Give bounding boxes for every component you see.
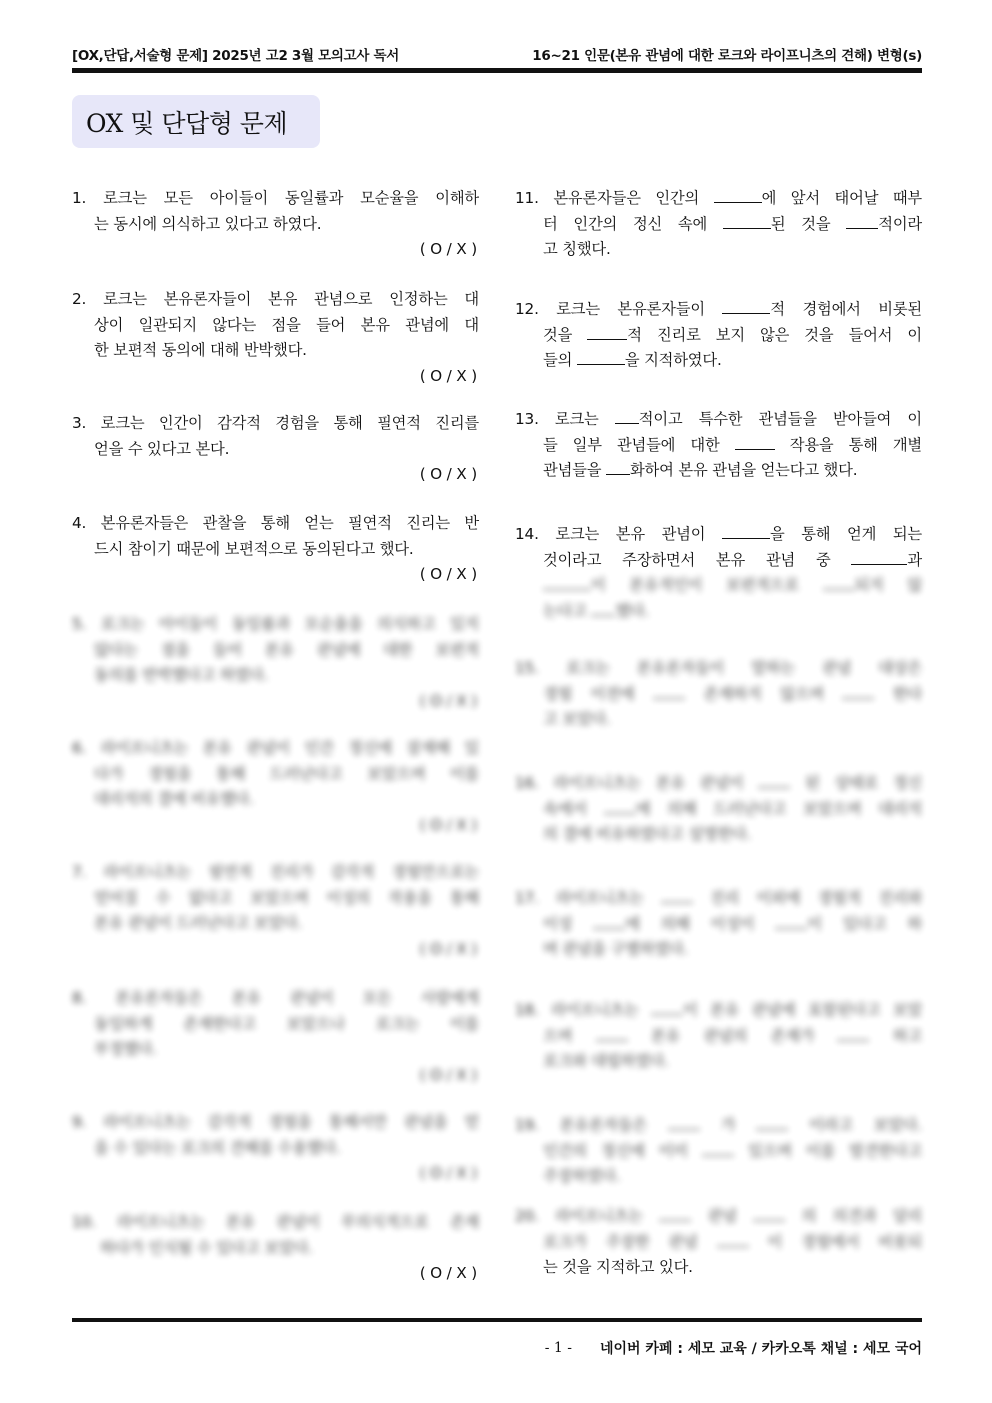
question-text: 동일하게 존재한다고 보았으나 로크는 이를 <box>94 1014 479 1033</box>
answer-blank[interactable] <box>651 998 683 1015</box>
answer-blank[interactable] <box>723 212 771 229</box>
question-line <box>72 1236 479 1262</box>
answer-blank[interactable] <box>615 407 639 424</box>
question-text: 로크는 인간이 감각적 경험을 통해 필연적 진리를 <box>100 414 480 432</box>
question-text: 라이프니츠는 관념 의 의견과 달리 <box>555 1207 922 1225</box>
question-line <box>515 297 922 323</box>
answer-blank[interactable] <box>661 886 693 903</box>
question-number: 20. <box>515 1207 556 1225</box>
answer-blank[interactable] <box>659 1204 691 1221</box>
question-line <box>515 822 922 848</box>
question-text: 본유론자들은 본유 관념이 모든 사람에게 <box>115 989 479 1007</box>
question-text: 라이프니츠는 본유 관념이 된 상태로 정신 <box>554 774 922 792</box>
question-number: 4. <box>72 514 101 532</box>
answer-blank[interactable] <box>587 323 627 340</box>
question-text: 로크는 적이고 특수한 관념들을 받아들여 이 <box>555 410 922 428</box>
question-text: 동의를 반박했다고 하였다. <box>94 666 269 684</box>
question-text: 터 인간의 정신 속에 된 것을 적이라 <box>543 215 922 233</box>
question-text: 않다는 점을 들어 본유 관념에 대한 보편적 <box>94 640 479 659</box>
question-number: 11. <box>515 189 554 207</box>
question-item <box>515 771 922 848</box>
question-line <box>72 1136 479 1162</box>
question-number: 10. <box>72 1213 117 1231</box>
question-item <box>72 736 479 838</box>
question-text: 라이프니츠는 감각적 경험을 통해서만 관념을 얻 <box>103 1113 479 1131</box>
question-text: 얻을 수 있다고 본다. <box>94 439 230 458</box>
header-left: [OX,단답,서술형 문제] 2025년 고2 3월 모의고사 독서 <box>72 48 400 64</box>
answer-blank[interactable] <box>543 573 591 590</box>
question-text: 며 관념을 구별하였다. <box>543 940 689 958</box>
question-line <box>515 998 922 1024</box>
question-text: 속에서 에 의해 드러난다고 보았으며 대리석 <box>543 800 922 818</box>
ox-answer-choice[interactable]: ( O / X ) <box>419 1164 477 1182</box>
question-number: 17. <box>515 889 556 907</box>
question-number: 2. <box>72 290 104 308</box>
question-text: 것을 적 진리로 보지 않은 것을 들어서 이 <box>543 326 922 344</box>
question-text: 라이프니츠는 진리 이외에 경험적 진리와 <box>556 889 922 907</box>
question-line <box>72 1012 479 1038</box>
question-item <box>515 656 922 733</box>
answer-blank[interactable] <box>668 1113 700 1130</box>
question-line <box>72 762 479 788</box>
answer-blank[interactable] <box>775 912 807 929</box>
question-text: 로크는 아이들이 동일률과 모순율을 의식하고 있지 <box>100 615 480 633</box>
question-text: 부정했다. <box>94 1040 157 1058</box>
question-text: 라이프니츠는 필연적 진리가 감각적 경험만으로는 <box>103 863 480 881</box>
question-item <box>515 998 922 1075</box>
question-line <box>515 1139 922 1165</box>
question-text: 라이프니츠는 본유 관념이 무의식적으로 존재 <box>117 1213 479 1231</box>
ox-answer-choice[interactable]: ( O / X ) <box>419 939 477 958</box>
question-number: 15. <box>515 659 566 677</box>
answer-blank[interactable] <box>604 797 636 814</box>
question-line <box>515 348 922 374</box>
question-line <box>72 212 479 238</box>
ox-answer-choice[interactable]: ( O / X ) <box>419 366 477 385</box>
question-number: 7. <box>72 863 104 881</box>
answer-blank[interactable] <box>717 1230 749 1247</box>
answer-blank[interactable] <box>653 682 685 699</box>
question-text: 상이 일관되지 않다는 점을 들어 본유 관념에 대 <box>94 315 479 334</box>
question-text: 는 동시에 의식하고 있다고 하였다. <box>94 214 322 233</box>
question-text: 한 보편적 동의에 대해 반박했다. <box>94 341 307 359</box>
question-text: 경험 이전에 존재하지 않으며 한다 <box>543 685 922 703</box>
question-line <box>515 1024 922 1050</box>
question-line <box>515 682 922 708</box>
question-text: 는다고 했다. <box>543 602 649 620</box>
question-text: 본유 관념이 드러난다고 보았다. <box>94 914 303 932</box>
question-line <box>72 612 479 638</box>
question-text: 고 칭했다. <box>543 240 611 258</box>
header-rule <box>72 68 922 73</box>
question-line <box>515 522 922 548</box>
ox-answer-choice[interactable]: ( O / X ) <box>419 240 477 258</box>
question-line <box>515 323 922 349</box>
ox-answer-choice[interactable]: ( O / X ) <box>419 815 477 834</box>
question-line <box>515 1113 922 1139</box>
question-line <box>515 433 922 459</box>
question-text: 주장하였다. <box>543 1167 621 1185</box>
question-line <box>515 771 922 797</box>
question-text: 것이라고 주장하면서 본유 관념 중 과 <box>543 551 922 569</box>
ox-answer-choice[interactable]: ( O / X ) <box>419 691 477 710</box>
ox-answer-choice[interactable]: ( O / X ) <box>419 465 477 483</box>
question-line <box>72 736 479 762</box>
question-item <box>72 511 479 588</box>
answer-blank[interactable] <box>722 522 770 539</box>
answer-blank[interactable] <box>851 548 907 565</box>
question-line <box>72 313 479 339</box>
answer-blank[interactable] <box>842 682 874 699</box>
question-text: 다가 경험을 통해 드러난다고 보았으며 이를 <box>94 764 479 783</box>
question-line <box>515 656 922 682</box>
answer-blank[interactable] <box>593 912 625 929</box>
question-number: 13. <box>515 410 555 428</box>
question-line <box>72 537 479 563</box>
question-item <box>72 1110 479 1187</box>
question-line <box>515 886 922 912</box>
question-text: 로크는 모든 아이들이 동일률과 모순율을 이해하 <box>103 189 479 207</box>
question-number: 14. <box>515 525 556 543</box>
question-line <box>515 1204 922 1230</box>
question-line <box>72 411 479 437</box>
answer-blank[interactable] <box>722 297 770 314</box>
question-text: 이 본유적인이 보편적으로 되지 않 <box>543 576 922 594</box>
question-text: 로크와 대립하였다. <box>543 1052 669 1070</box>
footer-rule <box>72 1318 922 1322</box>
question-text: 대리석의 결에 비유했다. <box>94 790 254 808</box>
question-text: 들 일부 관념들에 대한 작용을 통해 개별 <box>543 436 922 454</box>
question-line <box>515 912 922 938</box>
question-line <box>72 886 479 912</box>
question-text: 로크는 본유론자들이 적 경험에서 비롯된 <box>556 300 922 318</box>
question-text: 드시 참이기 때문에 보편적으로 동의된다고 했다. <box>94 539 414 558</box>
answer-blank[interactable] <box>846 212 878 229</box>
question-item <box>515 522 922 624</box>
question-line <box>72 338 479 364</box>
question-line <box>515 1230 922 1256</box>
question-line <box>72 1110 479 1136</box>
question-item <box>515 1204 922 1281</box>
question-text: 본유론자들은 관찰을 통해 얻는 필연적 진리는 반 <box>100 514 480 532</box>
question-line <box>72 287 479 313</box>
question-line <box>515 937 922 963</box>
question-text: 들의 을 지적하였다. <box>543 351 722 369</box>
answer-blank[interactable] <box>735 433 775 450</box>
question-line <box>515 458 922 484</box>
answer-blank[interactable] <box>591 599 615 616</box>
page-header <box>72 44 922 64</box>
section-title: OX 및 단답형 문제 <box>86 108 288 138</box>
question-text: 하다가 인식될 수 있다고 보았다. <box>100 1238 313 1257</box>
question-number: 9. <box>72 1113 104 1131</box>
answer-blank[interactable] <box>837 1024 869 1041</box>
question-text: 라이프니츠는 이 본유 관념에 포함된다고 보았 <box>551 1001 922 1019</box>
question-number: 18. <box>515 1001 552 1019</box>
question-item <box>72 986 479 1088</box>
header-right: 16~21 인문(본유 관념에 대한 로크와 라이프니츠의 견해) 변형(s) <box>532 48 922 64</box>
question-line <box>72 1210 479 1236</box>
question-item <box>515 297 922 374</box>
question-line <box>72 911 479 937</box>
answer-blank[interactable] <box>606 458 630 475</box>
question-line <box>515 797 922 823</box>
question-text: 고 보았다. <box>543 710 611 728</box>
question-text: 얻어질 수 없다고 보았으며 이성의 작용을 통해 <box>94 888 479 907</box>
question-text: 로크는 본유 관념이 을 통해 얻게 되는 <box>555 525 922 543</box>
question-line <box>72 663 479 689</box>
question-line <box>72 860 479 886</box>
question-text: 로크는 본유론자들이 말하는 관념 대상은 <box>565 659 922 677</box>
question-line <box>515 573 922 599</box>
answer-blank[interactable] <box>758 771 790 788</box>
question-line <box>72 437 479 463</box>
answer-blank[interactable] <box>823 573 855 590</box>
question-text: 인간의 정신에 이미 있으며 이를 발견한다고 <box>543 1142 922 1160</box>
question-item <box>72 612 479 714</box>
question-item <box>72 287 479 389</box>
question-item <box>515 1113 922 1190</box>
question-line <box>515 1049 922 1075</box>
question-item <box>72 1210 479 1287</box>
page-footer <box>72 1338 922 1358</box>
ox-answer-choice[interactable]: ( O / X ) <box>419 1264 477 1282</box>
question-item <box>515 886 922 963</box>
answer-blank[interactable] <box>577 348 625 365</box>
question-item <box>515 407 922 484</box>
answer-blank[interactable] <box>756 1113 788 1130</box>
question-text: 의 결에 비유하였다고 설명한다. <box>543 825 752 843</box>
question-number: 8. <box>72 989 116 1007</box>
question-text: 는 것을 지적하고 있다. <box>543 1258 693 1276</box>
question-line <box>72 638 479 664</box>
question-line <box>515 237 922 263</box>
question-item <box>515 186 922 263</box>
question-line <box>72 1037 479 1063</box>
question-line <box>515 1164 922 1190</box>
answer-blank[interactable] <box>596 1024 628 1041</box>
question-item <box>72 860 479 962</box>
answer-blank[interactable] <box>753 1204 785 1221</box>
question-text: 본유론자들은 가 이라고 보았다. <box>560 1116 922 1134</box>
question-text: 이성 에 의해 이성이 이 있다고 하 <box>543 915 922 933</box>
question-text: 라이프니츠는 본유 관념이 인간 정신에 잠재해 있 <box>100 739 480 757</box>
question-number: 12. <box>515 300 557 318</box>
footer-contact: 네이버 카페 : 세모 교육 / 카카오톡 채널 : 세모 국어 <box>599 1341 922 1357</box>
answer-blank[interactable] <box>702 1139 734 1156</box>
question-line <box>515 212 922 238</box>
question-line <box>515 1255 922 1281</box>
question-item <box>72 186 479 263</box>
question-number: 19. <box>515 1116 560 1134</box>
question-text: 관념들을 화하여 본유 관념을 얻는다고 했다. <box>543 461 857 479</box>
page-number: - 1 - <box>544 1340 572 1356</box>
question-line <box>72 186 479 212</box>
question-number: 3. <box>72 414 101 432</box>
question-line <box>515 599 922 625</box>
question-line <box>515 548 922 574</box>
question-text: 을 수 있다는 로크의 견해를 수용했다. <box>94 1138 341 1157</box>
question-line <box>515 186 922 212</box>
ox-answer-choice[interactable]: ( O / X ) <box>419 1065 477 1084</box>
question-number: 1. <box>72 189 104 207</box>
answer-blank[interactable] <box>714 186 762 203</box>
question-line <box>72 511 479 537</box>
ox-answer-choice[interactable]: ( O / X ) <box>419 565 477 583</box>
question-number: 5. <box>72 615 101 633</box>
question-text: 본유론자들은 인간의 에 앞서 태어날 때부 <box>553 189 922 207</box>
question-text: 로크는 본유론자들이 본유 관념으로 인정하는 대 <box>103 290 479 308</box>
question-item <box>72 411 479 488</box>
question-line <box>515 707 922 733</box>
section-title-box <box>72 95 320 148</box>
question-number: 16. <box>515 774 554 792</box>
question-text: 로크가 주장한 관념 이 경험에서 비롯되 <box>543 1233 922 1251</box>
question-line <box>72 787 479 813</box>
question-line <box>515 407 922 433</box>
question-text: 으며 본유 관념의 존재가 하고 <box>543 1027 922 1045</box>
question-line <box>72 986 479 1012</box>
question-number: 6. <box>72 739 101 757</box>
